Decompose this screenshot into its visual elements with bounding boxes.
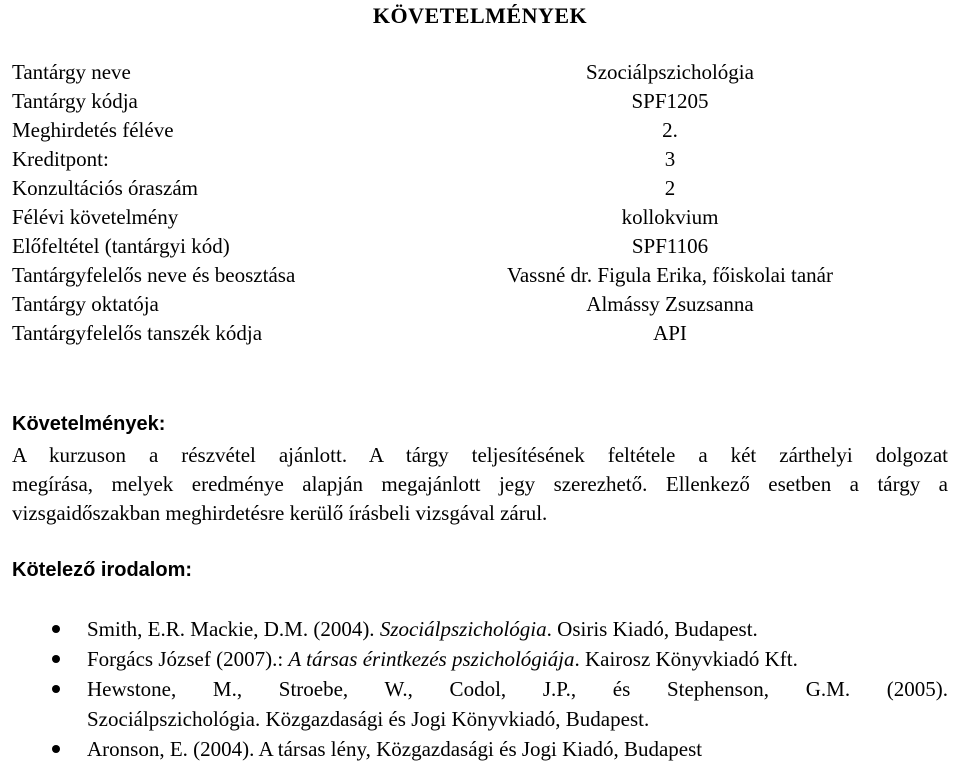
requirements-line: megírása, melyek eredménye alapján megajánlott jegy szerezhető. Ellenkező esetben a tárgy a	[12, 472, 948, 496]
requirements-line: A kurzuson a részvétel ajánlott. A tárgy teljesítésének feltétele a két zárthelyi dolgozat	[12, 443, 948, 467]
info-row-semester	[0, 116, 960, 145]
info-value: 3	[664, 147, 676, 171]
info-row-responsible	[0, 261, 960, 290]
info-value: Szociálpszichológia	[586, 60, 754, 84]
info-row-instructor	[0, 290, 960, 319]
ref-author: Smith, E.R. Mackie, D.M. (2004).	[87, 617, 380, 641]
list-item	[0, 734, 960, 764]
info-value: 2	[664, 176, 676, 200]
requirements-text	[12, 441, 948, 528]
info-value: Vassné dr. Figula Erika, főiskolai tanár	[506, 263, 833, 287]
literature-list	[0, 614, 960, 764]
ref-line: Hewstone, M., Stroebe, W., Codol, J.P., és Stephenson, G.M. (2005).	[87, 677, 948, 701]
info-label: Tantárgyfelelős neve és beosztása	[12, 263, 296, 287]
info-row-course-code	[0, 87, 960, 116]
bullet-icon	[52, 685, 60, 693]
ref-publisher: . Osiris Kiadó, Budapest.	[546, 617, 758, 641]
info-label: Tantárgy neve	[12, 60, 131, 84]
requirements-line: vizsgaidőszakban meghirdetésre kerülő írásbeli vizsgával zárul.	[12, 501, 548, 525]
info-row-credits	[0, 145, 960, 174]
list-item	[0, 644, 960, 674]
ref-author: Forgács József (2007).:	[87, 647, 289, 671]
list-item	[0, 674, 960, 734]
info-label: Tantárgy oktatója	[12, 292, 159, 316]
bullet-icon	[52, 655, 60, 663]
requirements-heading: Követelmények:	[12, 413, 166, 435]
info-row-prerequisite	[0, 232, 960, 261]
info-label: Tantárgyfelelős tanszék kódja	[12, 321, 263, 345]
course-info-table	[0, 58, 960, 348]
page-title: KÖVETELMÉNYEK	[372, 3, 588, 28]
bullet-icon	[52, 625, 60, 633]
ref-publisher: . Kairosz Könyvkiadó Kft.	[574, 647, 798, 671]
info-row-consultation-hours	[0, 174, 960, 203]
info-label: Félévi követelmény	[12, 205, 179, 229]
info-label: Konzultációs óraszám	[12, 176, 199, 200]
ref-line: Szociálpszichológia. Közgazdasági és Jogi Könyvkiadó, Budapest.	[87, 707, 650, 731]
list-item	[0, 614, 960, 644]
ref-title: Szociálpszichológia	[379, 617, 547, 641]
ref-text: Aronson, E. (2004). A társas lény, Közgazdasági és Jogi Kiadó, Budapest	[87, 737, 703, 761]
info-value: API	[653, 321, 687, 345]
info-value: 2.	[662, 118, 678, 142]
info-value: SPF1106	[631, 234, 709, 258]
ref-title: A társas érintkezés pszichológiája	[288, 647, 575, 671]
info-row-department	[0, 319, 960, 348]
info-row-requirement-type	[0, 203, 960, 232]
info-label: Meghirdetés féléve	[12, 118, 174, 142]
info-value: Almássy Zsuzsanna	[586, 292, 754, 316]
info-value: kollokvium	[621, 205, 719, 229]
literature-heading: Kötelező irodalom:	[12, 559, 193, 581]
info-label: Tantárgy kódja	[12, 89, 138, 113]
info-label: Kreditpont:	[12, 147, 109, 171]
bullet-icon	[52, 745, 60, 753]
info-value: SPF1205	[631, 89, 709, 113]
info-row-course-name	[0, 58, 960, 87]
info-label: Előfeltétel (tantárgyi kód)	[12, 234, 230, 258]
